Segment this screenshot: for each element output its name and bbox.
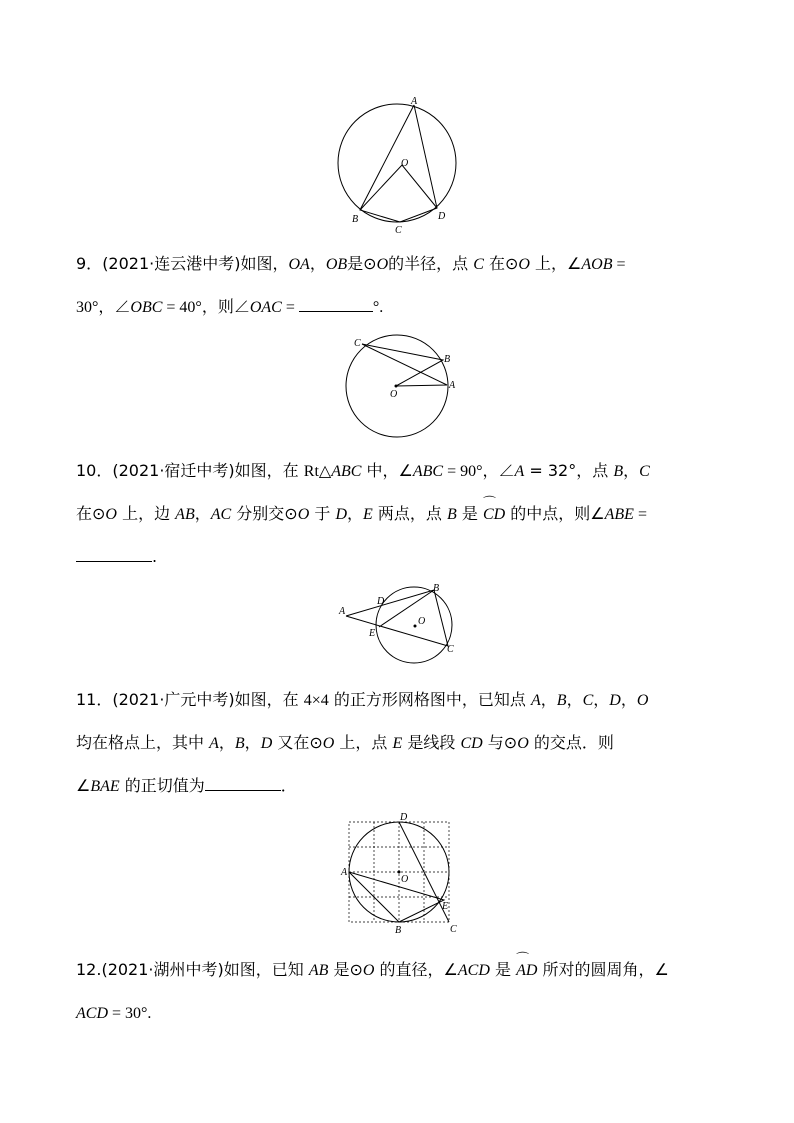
label-D: D	[377, 596, 385, 607]
label-D: D	[400, 812, 408, 823]
label-A: A	[339, 606, 346, 617]
label-A: A	[341, 867, 348, 878]
label-B: B	[395, 925, 402, 936]
label-D: D	[438, 211, 446, 222]
answer-blank-q9[interactable]	[299, 297, 373, 312]
label-A: A	[449, 380, 456, 391]
q10-line1: 10．(2021·宿迁中考)如图，在 Rt△ABC 中，∠ABC = 90°，∠A = 32°，点 B，C	[76, 461, 650, 480]
label-C: C	[354, 338, 361, 349]
label-C: C	[450, 924, 457, 935]
q11-line2: 均在格点上，其中 A，B，D 又在⊙O 上，点 E 是线段 CD 与⊙O 的交点．则	[76, 733, 614, 752]
grid-circle-figure-q11	[338, 808, 464, 936]
answer-blank-q11[interactable]	[205, 776, 281, 791]
circle-figure-q8	[330, 94, 465, 234]
label-C: C	[447, 644, 454, 655]
q11-line1: 11．(2021·广元中考)如图，在 4×4 的正方形网格图中，已知点 A，B，C，D，O	[76, 690, 649, 709]
q12-line1: 12.(2021·湖州中考)如图，已知 AB 是⊙O 的直径，∠ACD 是 ⌒ AD 所对的圆周角，∠	[76, 960, 669, 981]
circle-figure-q10	[336, 580, 460, 666]
q9-line2: 30°，∠OBC = 40°，则∠OAC = °.	[76, 299, 384, 316]
arc-AD: ⌒ AD	[516, 961, 537, 981]
label-O: O	[401, 158, 409, 169]
arc-CD: ⌒ CD	[483, 505, 505, 525]
answer-blank-q10[interactable]	[76, 547, 152, 562]
label-E: E	[442, 901, 449, 912]
label-B: B	[444, 354, 451, 365]
label-E: E	[369, 628, 376, 639]
label-B: B	[433, 583, 440, 594]
q11-line3: ∠BAE 的正切值为 ．	[76, 776, 297, 795]
q12-line2: ACD = 30°.	[76, 1005, 152, 1022]
q10-line3: .	[76, 547, 157, 567]
q9-line1: 9．(2021·连云港中考)如图，OA，OB是⊙O的半径，点 C 在⊙O 上，∠AOB =	[76, 254, 626, 273]
label-A: A	[411, 96, 418, 107]
q10-line2: 在⊙O 上，边 AB，AC 分别交⊙O 于 D，E 两点，点 B 是 ⌒ CD 的中点，则∠ABE =	[76, 504, 647, 525]
label-C: C	[395, 225, 402, 234]
label-B: B	[352, 214, 359, 225]
label-O: O	[390, 389, 398, 400]
circle-figure-q9	[340, 334, 465, 440]
label-O: O	[401, 874, 409, 885]
label-O: O	[418, 616, 426, 627]
